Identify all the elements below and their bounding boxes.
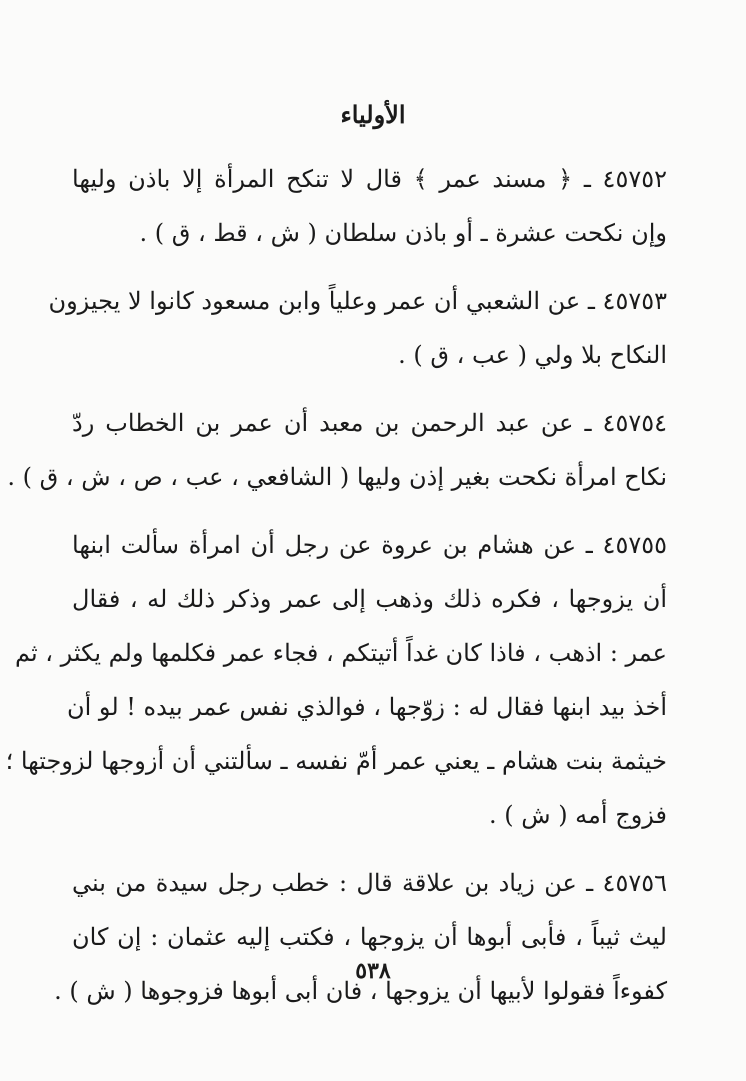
entry-line: ليث ثيباً ، فأبى أبوها أن يزوجها ، فكتب إليه عثمان : إن كان (72, 923, 667, 951)
entry-line: فزوج أمه ( ش ) . (489, 801, 667, 829)
hadith-entry-45754 (7, 396, 667, 504)
entry-line: ٤٥٧٥٢ ـ ﴿ مسند عمر ﴾ قال لا تنكح المرأة إلا باذن وليها (72, 165, 667, 193)
entry-line: ٤٥٧٥٦ ـ عن زياد بن علاقة قال : خطب رجل سيدة من بني (72, 869, 667, 897)
entry-line: أن يزوجها ، فكره ذلك وذهب إلى عمر وذكر ذلك له ، فقال (72, 585, 667, 613)
entry-line: نكاح امرأة نكحت بغير إذن وليها ( الشافعي ، عب ، ص ، ش ، ق ) . (7, 463, 667, 491)
entry-line: خيثمة بنت هشام ـ يعني عمر أمّ نفسه ـ سألتني أن أزوجها لزوجتها ؛ (5, 747, 667, 775)
hadith-entry-45753 (48, 274, 667, 382)
entry-line: أخذ بيد ابنها فقال له : زوّجها ، فوالذي نفس عمر بيده ! لو أن (67, 693, 667, 721)
hadith-entry-45756 (54, 856, 667, 1018)
hadith-entry-45752 (72, 152, 667, 260)
hadith-entry-45755 (5, 518, 667, 842)
entry-line: وإن نكحت عشرة ـ أو باذن سلطان ( ش ، قط ، ق ) . (139, 219, 667, 247)
entry-line: عمر : اذهب ، فاذا كان غداً أتيتكم ، فجاء عمر فكلمها ولم يكثر ، ثم (14, 639, 667, 667)
page-content (5, 152, 667, 1032)
entry-line: ٤٥٧٥٣ ـ عن الشعبي أن عمر وعلياً وابن مسعود كانوا لا يجيزون (48, 287, 667, 315)
entry-line: كفوءاً فقولوا لأبيها أن يزوجها ، فان أبى أبوها فزوجوها ( ش ) . (54, 977, 667, 1005)
page-title: الأولياء (340, 100, 406, 129)
entry-line: ٤٥٧٥٥ ـ عن هشام بن عروة عن رجل أن امرأة سألت ابنها (72, 531, 667, 559)
page-number: ٥٣٨ (355, 958, 391, 984)
entry-line: ٤٥٧٥٤ ـ عن عبد الرحمن بن معبد أن عمر بن الخطاب ردّ (72, 409, 667, 437)
entry-line: النكاح بلا ولي ( عب ، ق ) . (398, 341, 667, 369)
